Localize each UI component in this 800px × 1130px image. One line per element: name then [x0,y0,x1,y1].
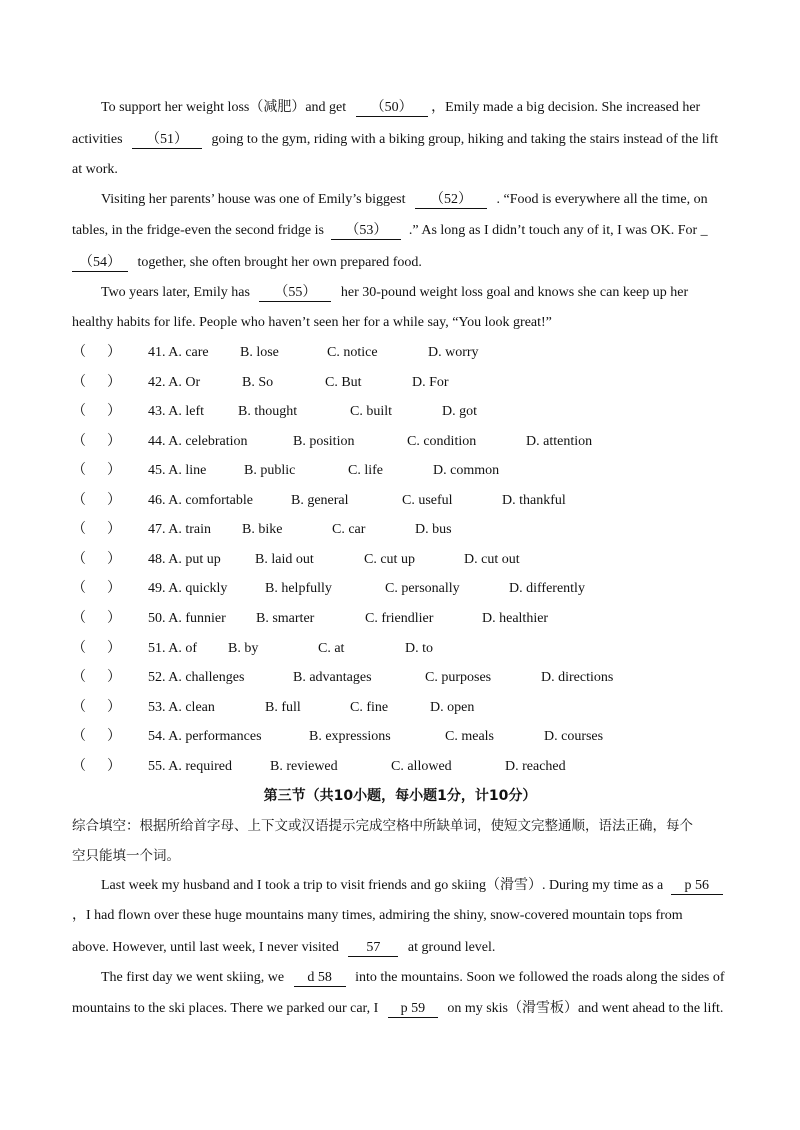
text: ，I had flown over these huge mountains many times, admiring the shiny, snow-covered mountain tops from [72,908,683,923]
text: Visiting her parents’ house was one of Emily’s biggest [101,192,406,207]
text: healthy habits for life. People who haven’t seen her for a while say, “You look great!” [72,315,552,330]
option-d: D. differently [509,581,585,597]
question-row [72,343,772,363]
text: above. However, until last week, I never visited [72,940,339,955]
answer-blank: （ ） [72,492,121,508]
passage-line [101,283,688,303]
option-d: D. bus [415,522,452,538]
option-num: 43. A. left [148,404,204,420]
option-d: D. to [405,640,433,656]
answer-blank: （ ） [72,551,121,567]
text: activities [72,132,123,147]
answer-blank: （ ） [72,670,121,686]
text: at ground level. [407,940,496,955]
answer-blank: （ ） [72,699,121,715]
option-b: B. public [244,463,296,479]
text: on my skis（滑雪板）and went ahead to the lift. [447,1001,724,1016]
option-b: B. smarter [256,610,315,626]
blank-50: （50） [356,100,428,117]
option-d: D. reached [505,758,566,774]
text: together, she often brought her own prepared food. [137,255,422,270]
option-b: B. reviewed [270,758,338,774]
option-b: B. general [291,492,349,508]
option-num: 55. A. required [148,758,232,774]
blank-57: 57 [348,940,398,957]
option-d: D. got [442,404,477,420]
passage-line [72,221,708,241]
text: Last week my husband and I took a trip to visit friends and go skiing（滑雪）. During my time as a [101,878,664,893]
option-c: C. friendlier [365,610,434,626]
passage-line [72,253,422,273]
blank-58: d 58 [294,970,346,987]
option-b: B. helpfully [265,581,332,597]
option-b: B. expressions [309,729,391,745]
answer-blank: （ ） [72,640,121,656]
option-b: B. laid out [255,551,314,567]
answer-blank: （ ） [72,522,121,538]
option-c: C. condition [407,433,477,449]
question-row [72,609,772,629]
text: ，Emily made a big decision. She increased her [431,100,701,115]
option-num: 42. A. Or [148,374,201,390]
option-c: C. fine [350,699,389,715]
text: tables, in the fridge-even the second fridge is [72,223,324,238]
question-row [72,432,772,452]
option-d: D. attention [526,433,593,449]
answer-blank: （ ） [72,345,121,360]
passage-line [72,313,552,333]
question-row [72,668,772,688]
question-row [72,550,772,570]
option-d: D. courses [544,729,604,745]
text: mountains to the ski places. There we parked our car, I [72,1001,379,1016]
option-c: C. built [350,404,393,420]
option-num: 41. A. care [148,345,209,360]
option-c: C. car [332,522,366,538]
text: into the mountains. Soon we followed the roads along the sides of [355,970,725,985]
option-c: C. life [348,463,383,479]
option-b: B. position [293,433,355,449]
option-d: D. directions [541,670,614,686]
answer-blank: （ ） [72,374,121,390]
instruction-line: 综合填空：根据所给首字母、上下文或汉语提示完成空格中所缺单词，使短文完整通顺，语法正确，每个 [72,818,693,834]
text: her 30-pound weight loss goal and knows she can keep up her [340,285,689,300]
option-num: 49. A. quickly [148,581,228,597]
passage-line [72,938,495,958]
question-row [72,757,772,777]
option-d: D. healthier [482,610,549,626]
text: .” As long as I didn’t touch any of it, I was OK. For _ [408,223,708,238]
answer-blank: （ ） [72,581,121,597]
answer-blank: （ ） [72,404,121,420]
answer-blank: （ ） [72,610,121,626]
passage-line [101,968,725,988]
question-row [72,639,772,659]
question-row [72,698,772,718]
text: . “Food is everywhere all the time, on [496,192,708,207]
option-num: 46. A. comfortable [148,492,253,508]
option-c: C. meals [445,729,494,745]
answer-blank: （ ） [72,758,121,774]
text: going to the gym, riding with a biking group, hiking and taking the stairs instead of the lift [211,132,719,147]
option-b: B. full [265,699,301,715]
passage-line [72,906,683,926]
question-row [72,373,772,393]
option-d: D. open [430,699,475,715]
passage-line [72,160,118,180]
option-num: 47. A. train [148,522,211,538]
question-row [72,491,772,511]
question-row [72,461,772,481]
option-b: B. by [228,640,259,656]
question-row [72,402,772,422]
option-c: C. cut up [364,551,415,567]
blank-59: p 59 [388,1001,438,1018]
instruction-line: 空只能填一个词。 [72,848,180,864]
option-b: B. So [242,374,274,390]
option-num: 45. A. line [148,463,207,479]
option-c: C. notice [327,345,378,360]
option-num: 52. A. challenges [148,670,245,686]
option-d: D. thankful [502,492,566,508]
option-b: B. lose [240,345,279,360]
option-d: D. For [412,374,449,390]
text: Two years later, Emily has [101,285,250,300]
option-d: D. cut out [464,551,520,567]
question-row [72,727,772,747]
blank-51: （51） [132,132,202,149]
passage-line [72,130,718,150]
option-d: D. common [433,463,500,479]
passage-line [101,98,700,118]
option-num: 53. A. clean [148,699,215,715]
option-num: 44. A. celebration [148,433,248,449]
option-b: B. advantages [293,670,372,686]
option-num: 50. A. funnier [148,610,226,626]
passage-line [101,190,708,210]
passage-line [72,999,723,1019]
option-num: 54. A. performances [148,729,262,745]
blank-55: （55） [259,285,331,302]
option-b: B. thought [238,404,298,420]
section-heading: 第三节（共10小题，每小题1分，计10分） [263,788,537,804]
question-row [72,579,772,599]
answer-blank: （ ） [72,729,121,745]
option-b: B. bike [242,522,283,538]
option-c: C. useful [402,492,453,508]
text: The first day we went skiing, we [101,970,285,985]
option-c: C. purposes [425,670,492,686]
blank-54: （54） [72,255,128,272]
text: To support her weight loss（减肥）and get [101,100,347,115]
option-c: C. But [325,374,362,390]
passage-line [101,876,723,896]
option-c: C. at [318,640,345,656]
option-c: C. personally [385,581,460,597]
option-num: 48. A. put up [148,551,221,567]
answer-blank: （ ） [72,463,121,479]
option-c: C. allowed [391,758,452,774]
option-num: 51. A. of [148,640,197,656]
option-d: D. worry [428,345,479,360]
text: at work. [72,162,118,177]
blank-53: （53） [331,223,401,240]
question-row [72,520,772,540]
blank-56: p 56 [671,878,723,895]
blank-52: （52） [415,192,487,209]
answer-blank: （ ） [72,433,121,449]
